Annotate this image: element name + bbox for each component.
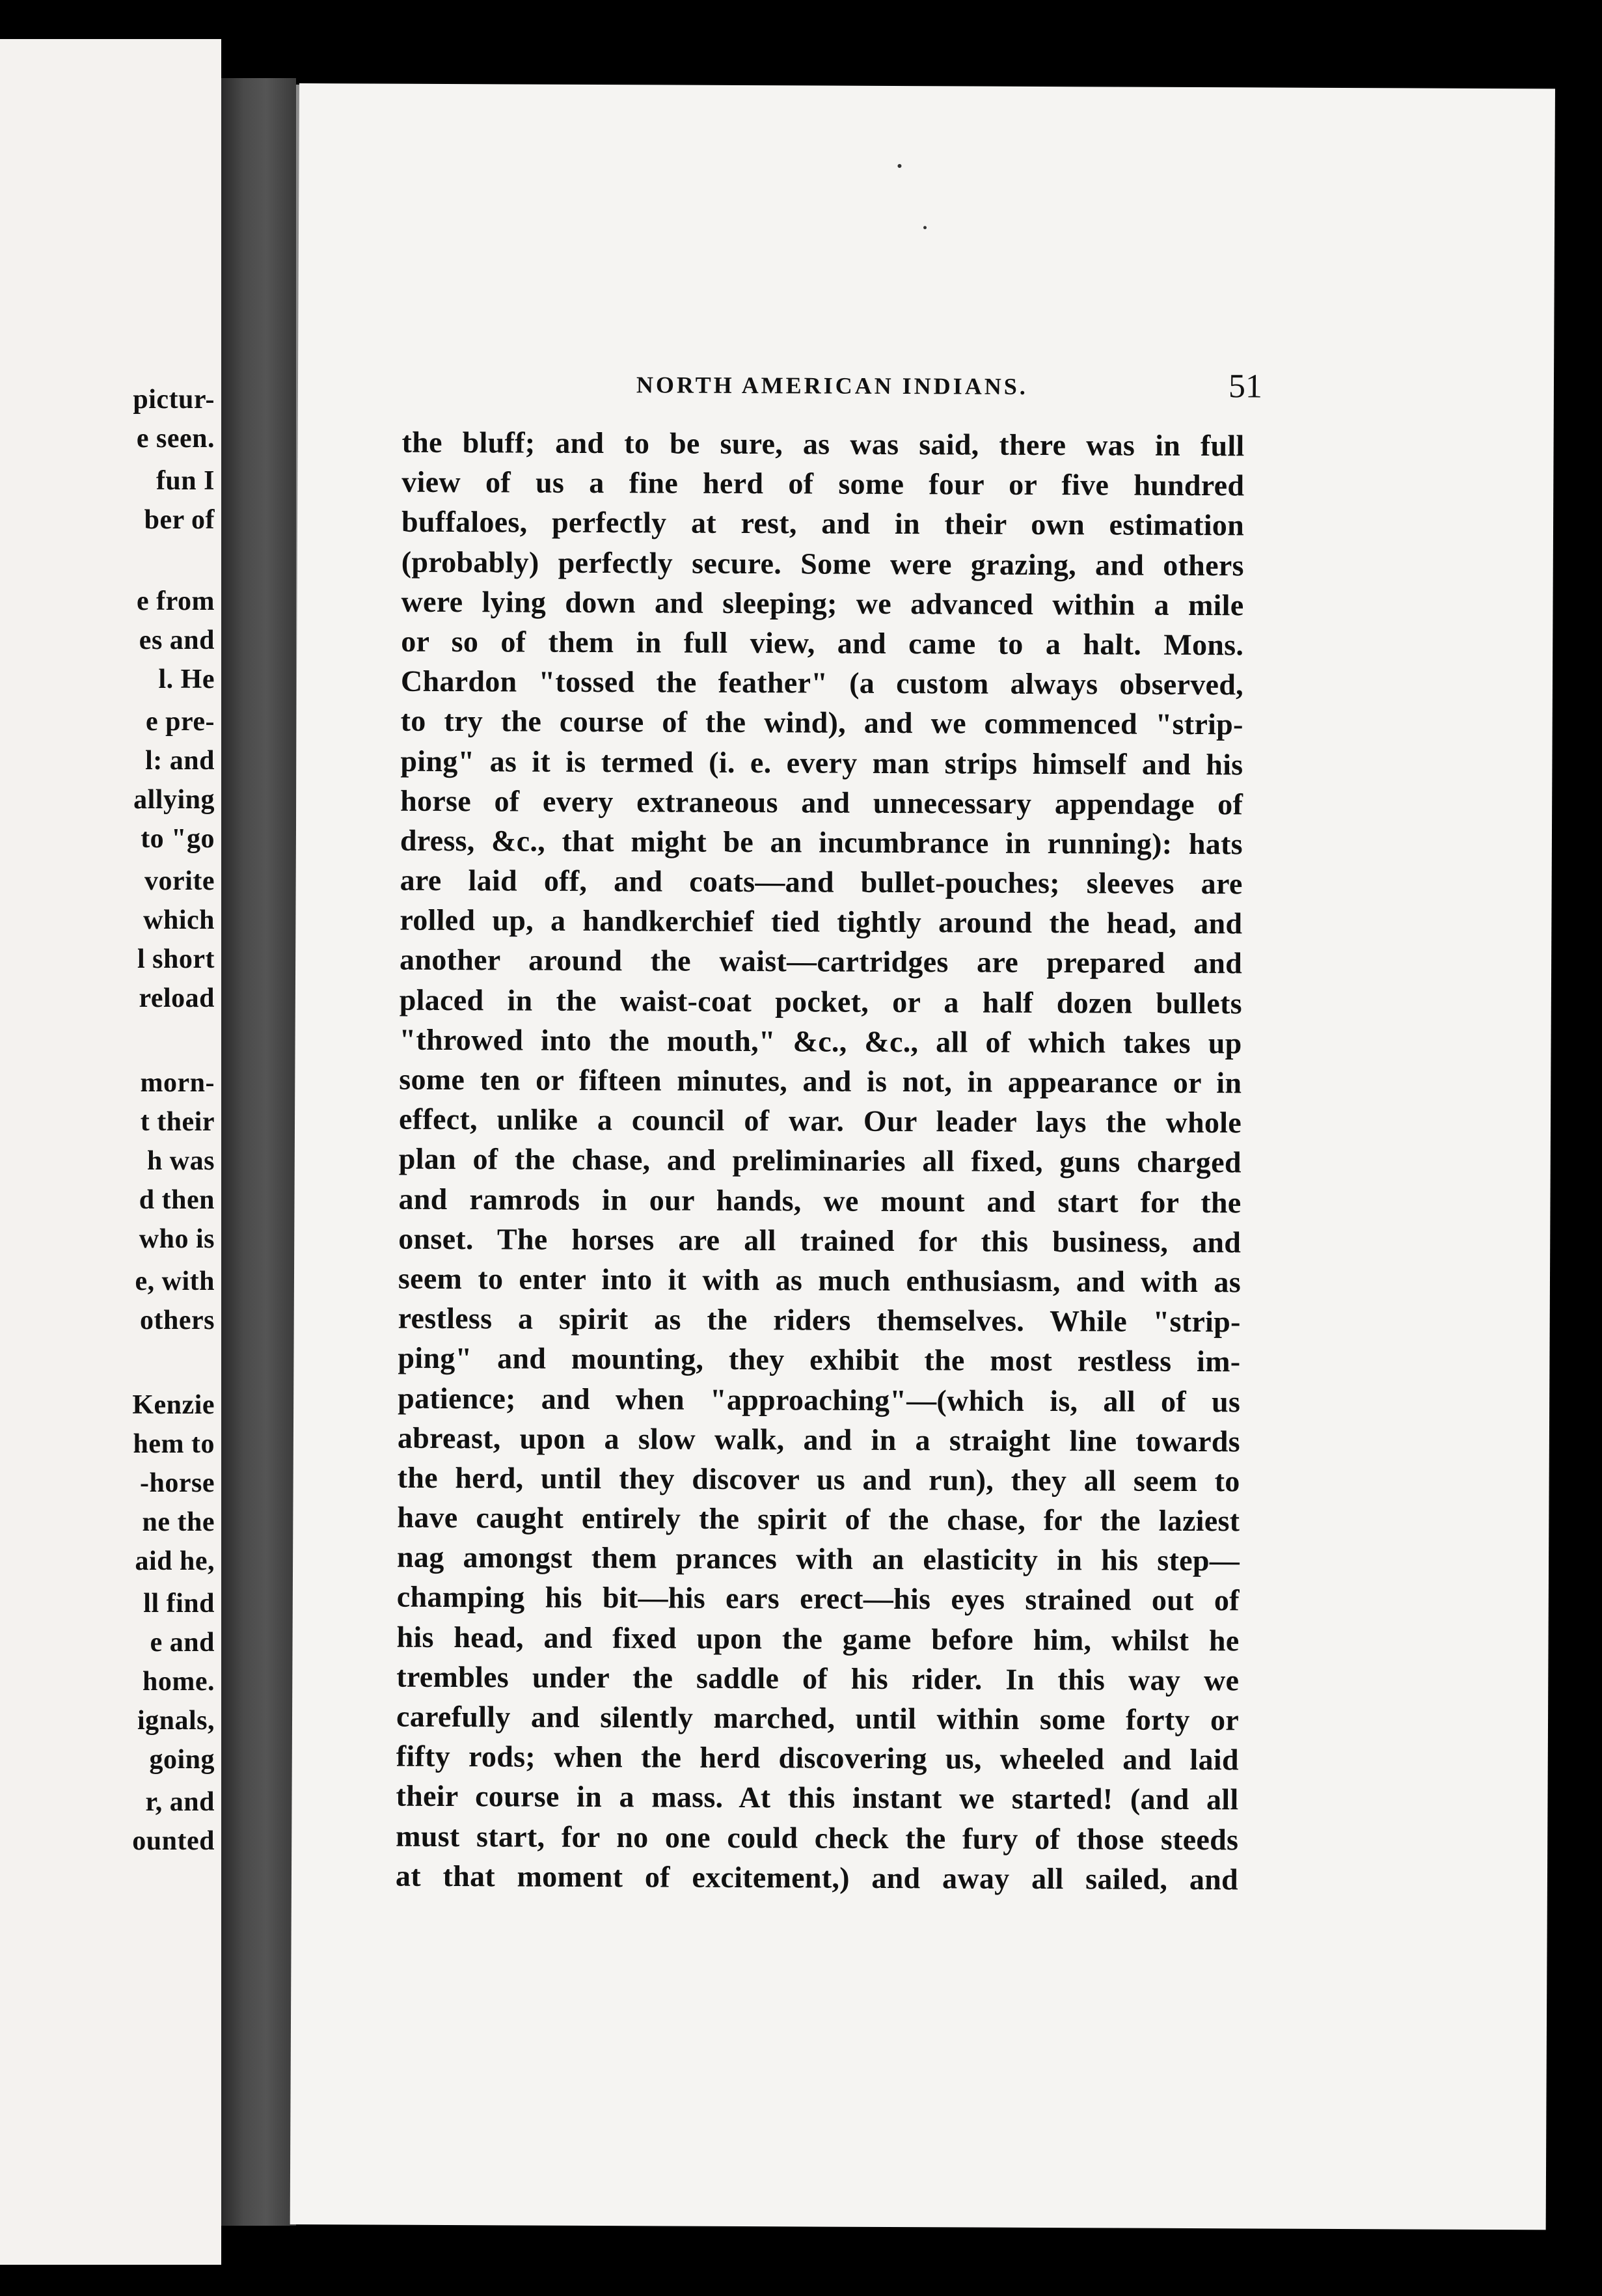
left-page-fragment: t their [140,1107,215,1137]
text-line: champing his bit—his ears erect—his eyes strained out of [396,1580,1240,1617]
left-facing-page [0,39,221,2265]
text-line: carefully and silently marched, until within some forty or [396,1699,1240,1737]
page-number: 51 [1228,368,1263,405]
text-line: must start, for no one could check the fury of those steeds [396,1819,1239,1856]
text-line: have caught entirely the spirit of the chase, for the laziest [397,1500,1240,1538]
text-line: (probably) perfectly secure. Some were grazing, and others [401,545,1244,582]
text-line: another around the waist—cartridges are prepared and [400,943,1243,980]
left-page-fragment: hem to [133,1429,215,1459]
page-speck [897,164,901,168]
left-page-fragment: r, and [145,1787,215,1817]
left-page-fragment: which [143,905,215,935]
left-page-fragment: h was [146,1146,215,1176]
left-page-fragment: l. He [158,664,215,694]
left-page-fragment: e, with [135,1266,215,1296]
left-page-fragment: pictur- [133,385,215,415]
left-page-fragment: home. [143,1667,215,1697]
text-line: to try the course of the wind), and we commenced "strip- [400,704,1243,741]
text-line: at that moment of excitement,) and away all sailed, and [395,1859,1239,1896]
text-line: ping" and mounting, they exhibit the most restless im- [398,1341,1241,1378]
left-page-fragment: morn- [140,1068,215,1098]
book-gutter [221,78,296,2226]
left-page-fragment: e and [150,1628,215,1658]
text-line: onset. The horses are all trained for this business, and [398,1222,1242,1259]
left-page-fragment: ounted [132,1826,215,1856]
left-page-fragment: reload [139,983,215,1013]
left-page-fragment: Kenzie [132,1390,215,1420]
running-head: NORTH AMERICAN INDIANS. [636,372,1028,400]
left-page-fragment: l short [137,944,215,974]
left-page-fragment: e pre- [145,707,215,737]
text-line: his head, and fixed upon the game before him, whilst he [396,1620,1240,1657]
text-line: patience; and when "approaching"—(which is, all of us [398,1381,1241,1418]
left-page-fragment: d then [139,1185,215,1215]
left-page-fragment: ll find [143,1589,215,1619]
text-line: their course in a mass. At this instant we started! (and all [396,1779,1239,1816]
text-line: view of us a fine herd of some four or five hundred [401,465,1245,502]
text-line: the herd, until they discover us and run), they all seem to [397,1460,1240,1498]
text-line: some ten or fifteen minutes, and is not, in appearance or in [399,1062,1242,1100]
text-line: plan of the chase, and preliminaries all fixed, guns charged [398,1142,1242,1179]
text-line: nag amongst them prances with an elasticity in his step— [397,1540,1240,1578]
text-line: rolled up, a handkerchief tied tightly around the head, and [400,903,1243,940]
text-line: abreast, upon a slow walk, and in a straight line towards [397,1421,1241,1458]
text-line: "throwed into the mouth," &c., &c., all of which takes up [399,1022,1242,1060]
text-line: were lying down and sleeping; we advanced within a mile [401,584,1244,622]
left-page-fragment: ignals, [137,1706,215,1736]
text-line: the bluff; and to be sure, as was said, there was in full [401,425,1245,463]
left-page-fragment: es and [139,625,215,655]
left-page-fragment: aid he, [135,1546,215,1576]
left-page-fragment: who is [139,1224,215,1254]
left-page-fragment: ber of [144,505,215,535]
text-line: and ramrods in our hands, we mount and start for the [398,1182,1242,1219]
left-page-fragment: fun I [156,466,215,496]
text-line: Chardon "tossed the feather" (a custom always observed, [400,664,1244,702]
text-line: are laid off, and coats—and bullet-pouches; sleeves are [400,863,1243,901]
left-page-fragment: others [140,1305,215,1335]
text-line: or so of them in full view, and came to a halt. Mons. [401,624,1244,662]
text-line: fifty rods; when the herd discovering us, wheeled and laid [396,1739,1239,1777]
text-line: restless a spirit as the riders themselves. While "strip- [398,1301,1241,1339]
body-text [396,422,1245,1900]
right-page [290,83,1555,2230]
left-page-fragment: vorite [144,866,215,896]
left-page-fragment: to "go [141,824,215,854]
text-line: placed in the waist-coat pocket, or a half dozen bullets [399,983,1242,1020]
page-speck [923,226,927,229]
left-page-fragment: going [149,1745,215,1775]
left-page-fragment: ne the [142,1507,215,1537]
text-line: trembles under the saddle of his rider. In this way we [396,1660,1240,1697]
left-page-fragment: -horse [140,1468,215,1498]
text-line: buffaloes, perfectly at rest, and in their own estimation [401,505,1245,542]
text-line: dress, &c., that might be an incumbrance in running): hats [400,823,1243,861]
text-line: seem to enter into it with as much enthusiasm, and with as [398,1261,1242,1299]
text-line: ping" as it is termed (i. e. every man strips himself and his [400,744,1243,781]
left-page-fragment: e from [137,586,215,616]
text-line: horse of every extraneous and unnecessary appendage of [400,784,1243,821]
left-page-fragment: e seen. [136,424,215,454]
text-line: effect, unlike a council of war. Our leader lays the whole [398,1102,1242,1140]
left-page-fragment: l: and [145,746,215,776]
left-page-fragment: allying [133,785,215,815]
